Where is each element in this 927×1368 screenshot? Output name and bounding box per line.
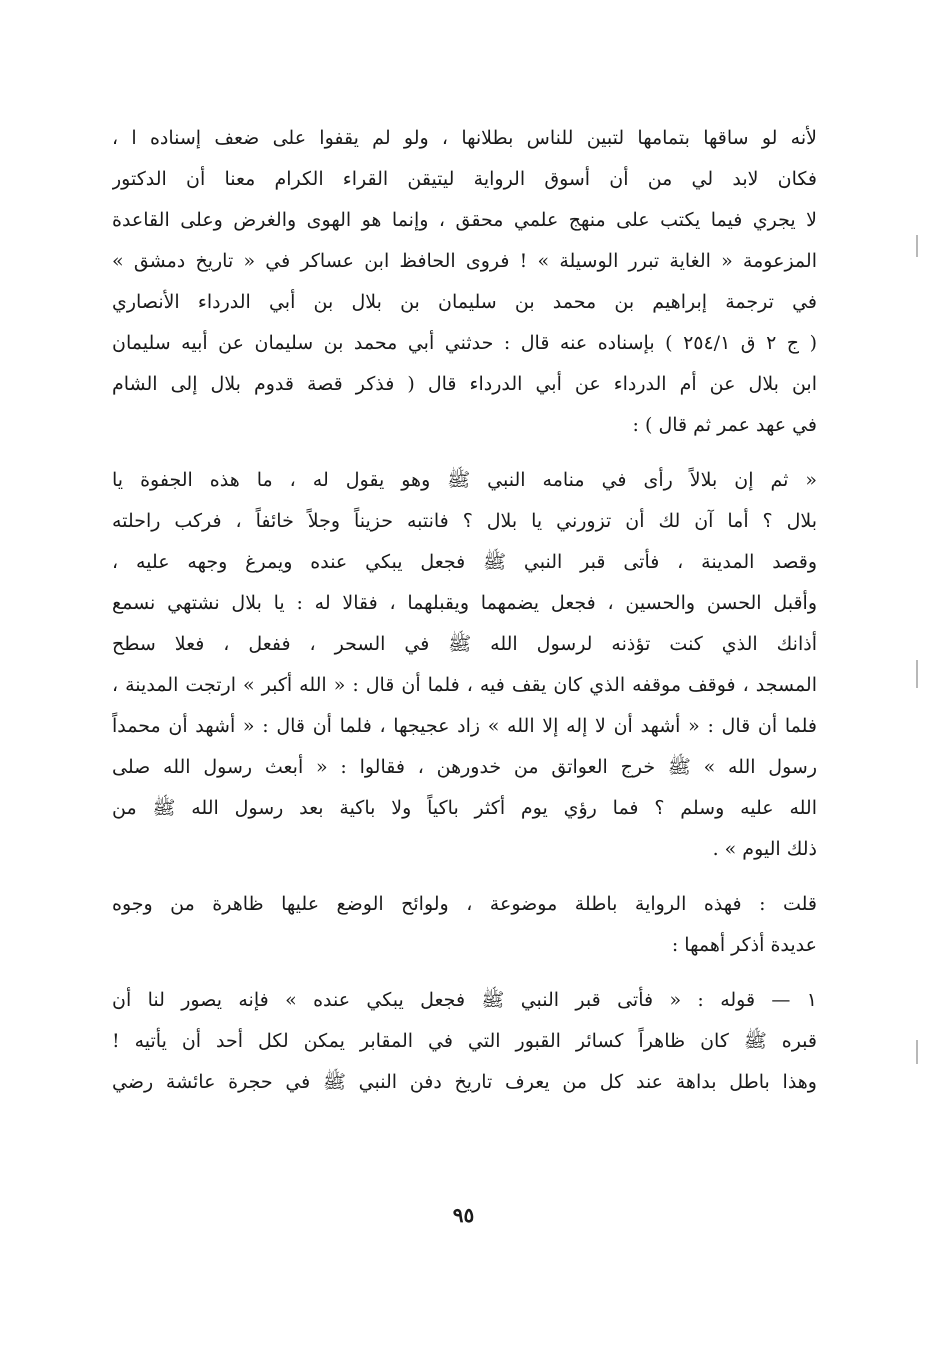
text-line: قبره ﷺ كان ظاهراً كسائر القبور التي في المقابر يمكن لكل أحد أن يأتيه ! <box>112 1030 817 1052</box>
text-line: فكان لابد لي من أن أسوق الرواية ليتيقن القراء الكرام معنا أن الدكتور <box>112 168 817 190</box>
text-line: قلت : فهذه الرواية باطلة موضوعة ، ولوائح الوضع عليها ظاهرة من وجوه <box>112 893 817 915</box>
text-line: بلال ؟ أما آن لك أن تزورني يا بلال ؟ فانتبه حزيناً وجلاً خائفاً ، فركب راحلته <box>112 510 817 532</box>
text-line: لأنه لو ساقها بتمامها لتبين للناس بطلانها ، ولو لم يقفوا على ضعف إسناده ا ، <box>112 127 817 149</box>
text-line: فلما أن قال : « أشهد أن لا إله إلا الله » زاد عجيجها ، فلما أن قال : « أشهد أن محمداً <box>112 715 817 737</box>
paragraph-3 <box>112 884 817 966</box>
text-line: الله عليه وسلم ؟ فما رؤي يوم أكثر باكياً ولا باكية بعد رسول الله ﷺ من <box>112 797 817 819</box>
page-body <box>112 118 817 1103</box>
text-line: المسجد ، فوقف موقفه الذي كان يقف فيه ، فلما أن قال : « الله أكبر » ارتجت المدينة ، <box>112 674 817 696</box>
text-line: وقصد المدينة ، فأتى قبر النبي ﷺ فجعل يبكي عنده ويمرغ وجهه عليه ، <box>112 551 817 573</box>
text-line: ١ — قوله : « فأتى قبر النبي ﷺ فجعل يبكي عنده » فإنه يصور لنا أن <box>112 989 817 1011</box>
text-line: عديدة أذكر أهمها : <box>671 934 817 956</box>
text-line: أذانك الذي كنت تؤذنه لرسول الله ﷺ في السحر ، ففعل ، فعلا سطح <box>112 633 817 655</box>
paragraph-2-quotation <box>112 460 817 870</box>
paragraph-1 <box>112 118 817 446</box>
text-line: « ثم إن بلالاً رأى في منامه النبي ﷺ وهو يقول له ، ما هذه الجفوة يا <box>112 469 817 491</box>
scan-edge-mark <box>916 660 918 688</box>
page-number: ٩٥ <box>452 1203 475 1227</box>
text-line: في عهد عمر ثم قال ) : <box>632 414 817 436</box>
text-line: المزعومة « الغاية تبرر الوسيلة » ! فروى الحافظ ابن عساكر في « تاريخ دمشق » <box>112 250 817 272</box>
text-line: وأقبل الحسن والحسين ، فجعل يضمهما ويقبلهما ، فقالا له : يا بلال نشتهي نسمع <box>112 592 817 614</box>
paragraph-4-point-1 <box>112 980 817 1103</box>
text-line: لا يجري فيما يكتب على منهج علمي محقق ، وإنما هو الهوى والغرض وعلى القاعدة <box>112 209 817 231</box>
paragraph-gap <box>112 446 817 460</box>
text-line: ذلك اليوم » . <box>712 838 817 860</box>
text-line: ( ج ٢ ق ٢٥٤/١ ) بإسناده عنه قال : حدثني أبي محمد بن سليمان عن أبيه سليمان <box>112 332 817 354</box>
text-line: ابن بلال عن أم الدرداء عن أبي الدرداء قال ( فذكر قصة قدوم بلال إلى الشام <box>112 373 817 395</box>
paragraph-gap <box>112 966 817 980</box>
text-line: رسول الله » ﷺ خرج العواتق من خدورهن ، فقالوا : « أبعث رسول الله صلى <box>112 756 817 778</box>
text-line: في ترجمة إبراهيم بن محمد بن سليمان بن بلال بن أبي الدرداء الأنصاري <box>112 291 817 313</box>
scan-edge-mark <box>916 1040 918 1064</box>
paragraph-gap <box>112 870 817 884</box>
text-line: وهذا باطل بداهة عند كل من يعرف تاريخ دفن النبي ﷺ في حجرة عائشة رضي <box>112 1071 817 1093</box>
scan-edge-mark <box>916 235 918 257</box>
